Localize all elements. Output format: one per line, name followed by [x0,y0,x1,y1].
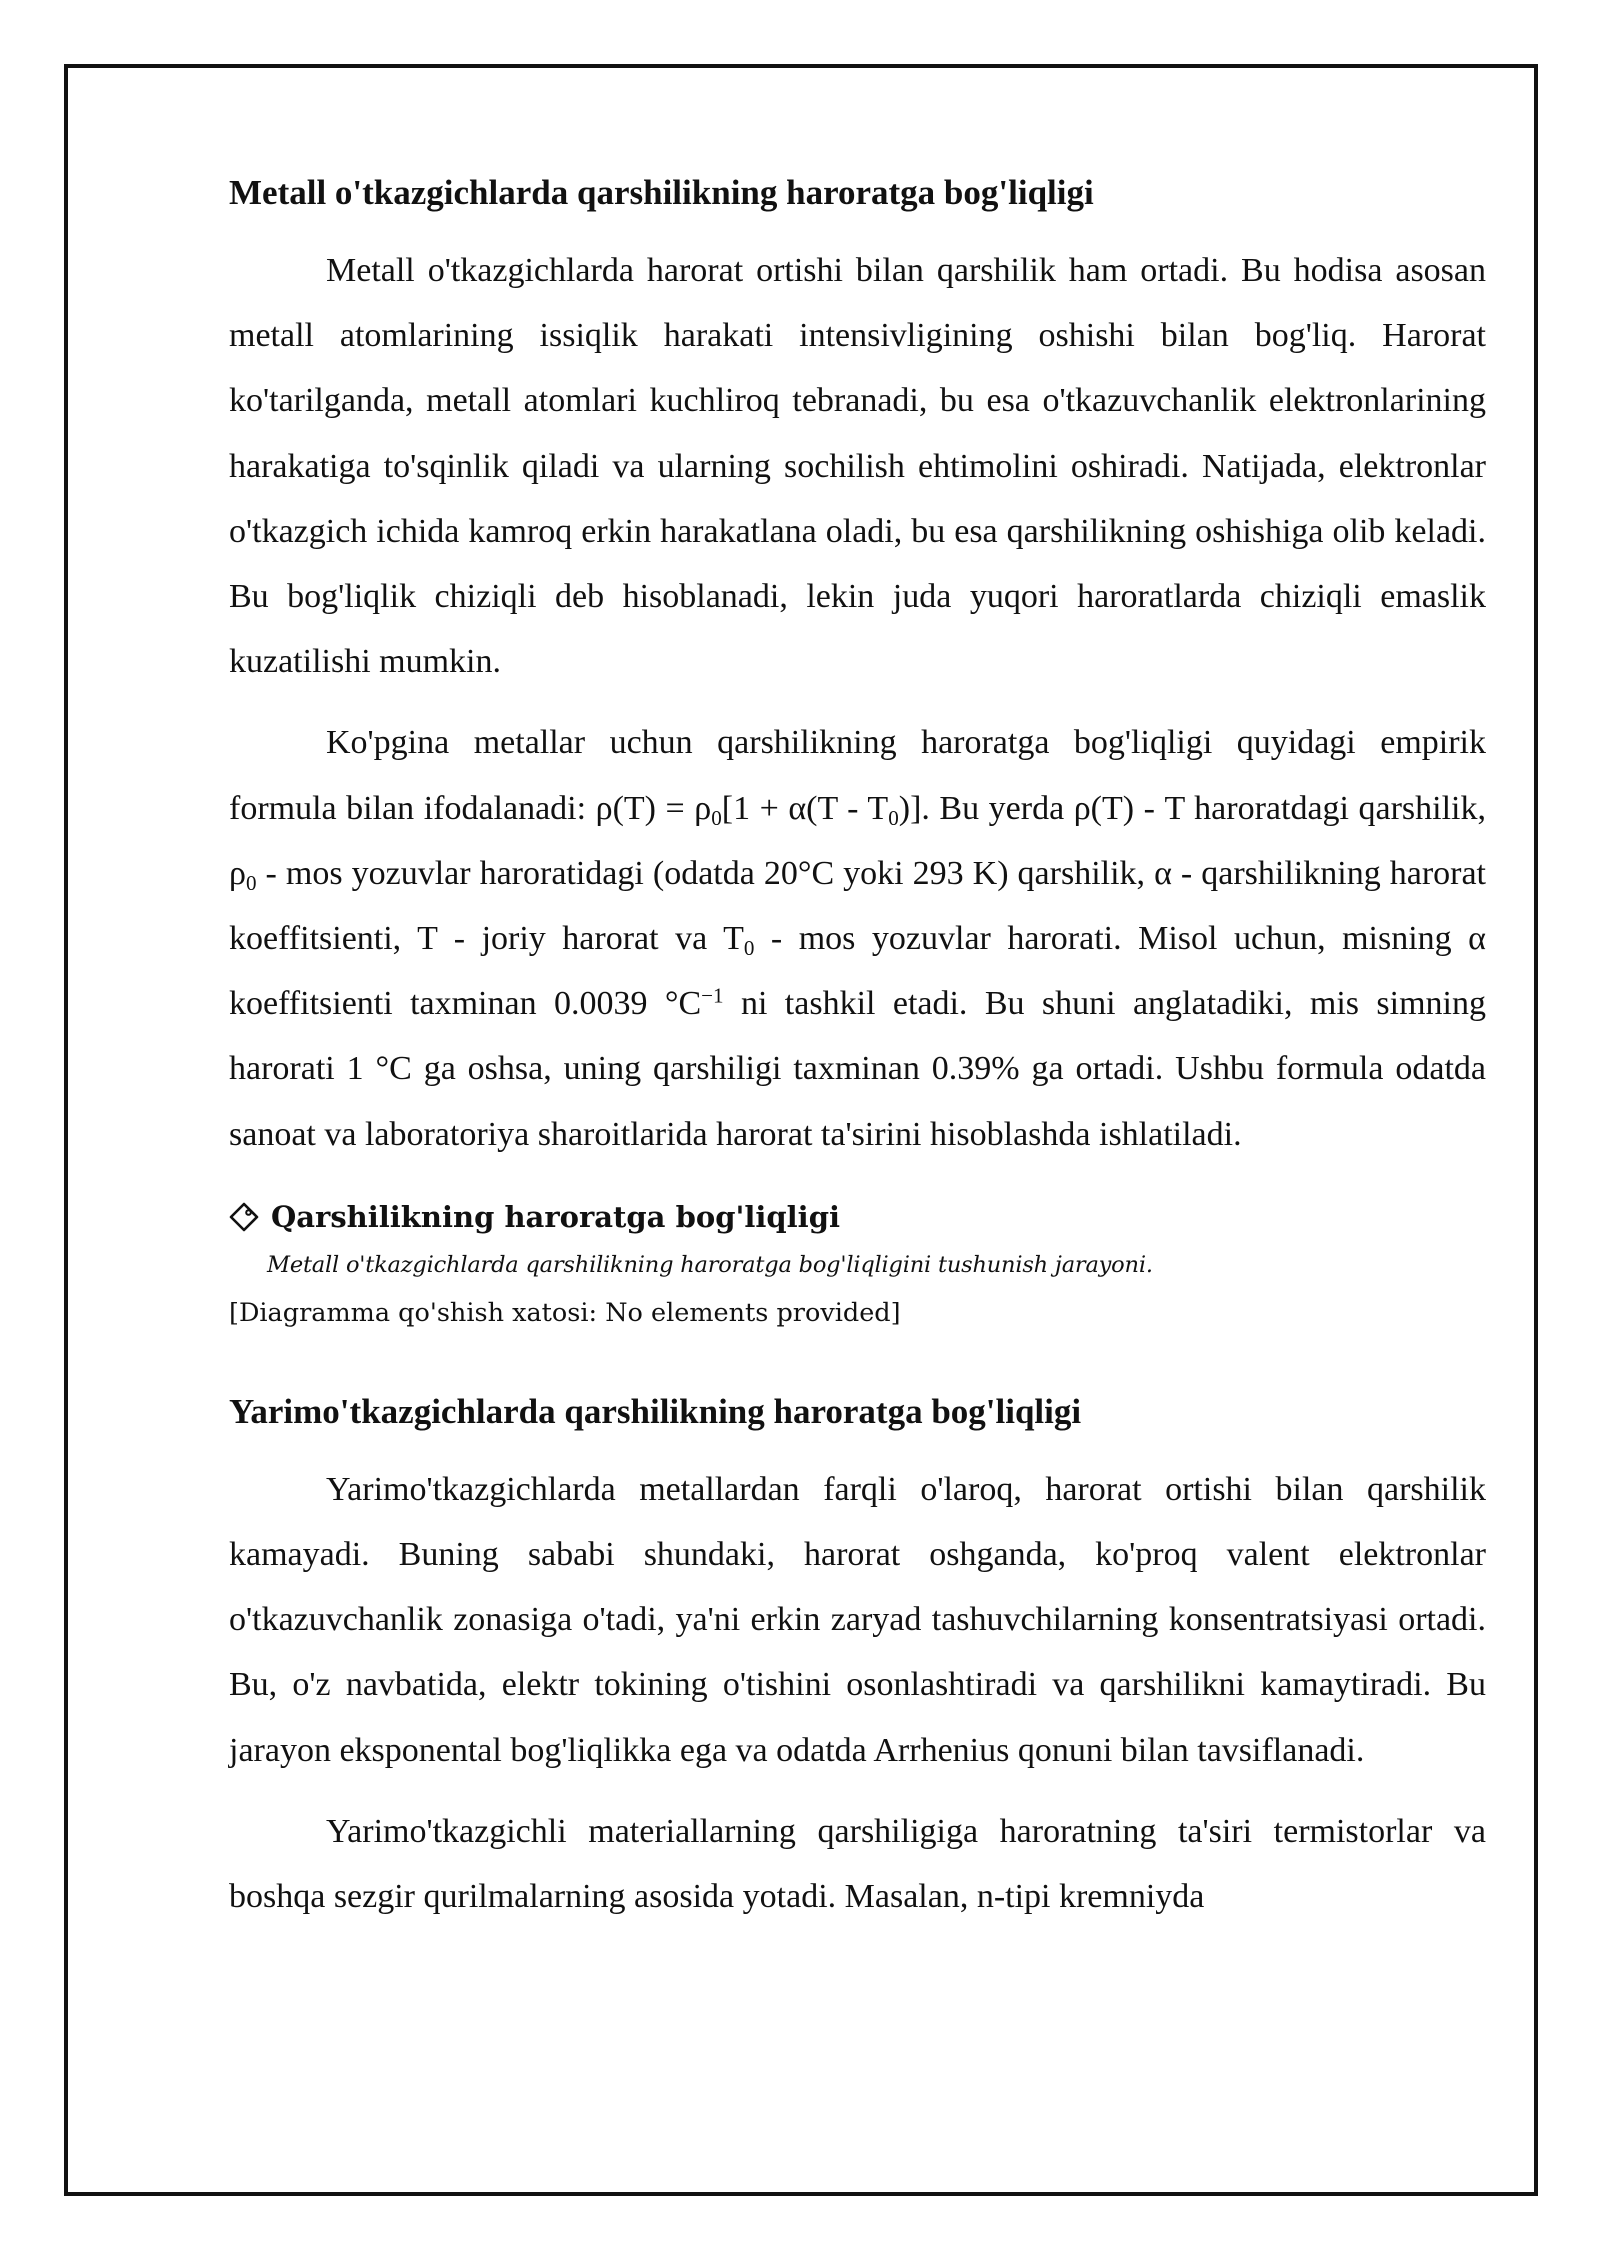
semiconductors-paragraph-2: Yarimo'tkazgichli materiallarning qarshiligiga haroratning ta'siri termistorlar va boshqa sezgir qurilmalarning asosida yotadi. Masalan, n-tipi kremniyda [229,1812,1486,1916]
section-heading-semiconductors: Yarimo'tkazgichlarda qarshilikning haroratga bog'liqligi [229,1391,1082,1431]
semiconductors-paragraph-1: Yarimo'tkazgichlarda metallardan farqli o'laroq, harorat ortishi bilan qarshilik kamayadi. Buning sababi shundaki, harorat oshganda, ko'proq valent elektronlar o'tkazuvchanlik zonasiga o'tadi, ya'ni erkin zaryad tashuvchilarning konsentratsiyasi ortadi. Bu, o'z navbatida, elektr tokining o'tishini osonlashtiradi va qarshilikni kamaytiradi. Bu jarayon eksponental bog'liqlikka ega va odatda Arrhenius qonuni bilan tavsiflanadi. [229,1470,1486,1769]
metals-paragraph-1: Metall o'tkazgichlarda harorat ortishi bilan qarshilik ham ortadi. Bu hodisa asosan metall atomlarining issiqlik harakati intensivligining oshishi bilan bog'liq. Harorat ko'tarilganda, metall atomlari kuchliroq tebranadi, bu esa o'tkazuvchanlik elektronlarining harakatiga to'sqinlik qiladi va ularning sochilish ehtimolini oshiradi. Natijada, elektronlar o'tkazgich ichida kamroq erkin harakatlana oladi, bu esa qarshilikning oshishiga olib keladi. Bu bog'liqlik chiziqli deb hisoblanadi, lekin juda yuqori haroratlarda chiziqli emaslik kuzatilishi mumkin. [229,252,1486,681]
diagram-title [229,1197,1486,1237]
tag-icon [229,1202,259,1232]
diagram-caption: Metall o'tkazgichlarda qarshilikning haroratga bog'liqligini tushunish jarayoni. [267,1251,1153,1278]
section-heading-metals: Metall o'tkazgichlarda qarshilikning haroratga bog'liqligi [229,173,1094,212]
diagram-title-text: Qarshilikning haroratga bog'liqligi [271,1199,840,1234]
diagram-error-message: [Diagramma qo'shish xatosi: No elements provided] [229,1297,901,1328]
document-content [229,170,1486,1945]
diagram-block [229,1197,1486,1331]
metals-paragraph-2-formula: Ko'pgina metallar uchun qarshilikning haroratga bog'liqligi quyidagi empirik formula bilan ifodalanadi: $\rho(T) = \rho_0[1 + \alpha(T - T_0)]$. Bu yerda ρ(T) - T haroratdagi qarshilik, $\rho_0$ - mos yozuvlar haroratidagi (odatda 20°C yoki 293 K) qarshilik, α - qarshilikning harorat koeffitsienti, T - joriy harorat va $T_0$ - mos yozuvlar harorati. Misol uchun, misning α koeffitsienti taxminan 0.0039 $^\circ C^{-1}$ ni tashkil etadi. Bu shuni anglatadiki, mis simning harorati 1 °C ga oshsa, uning qarshiligi taxminan 0.39% ga ortadi. Ushbu formula odatda sanoat va laboratoriya sharoitlarida harorat ta'sirini hisoblashda ishlatiladi. [229,724,1487,1153]
